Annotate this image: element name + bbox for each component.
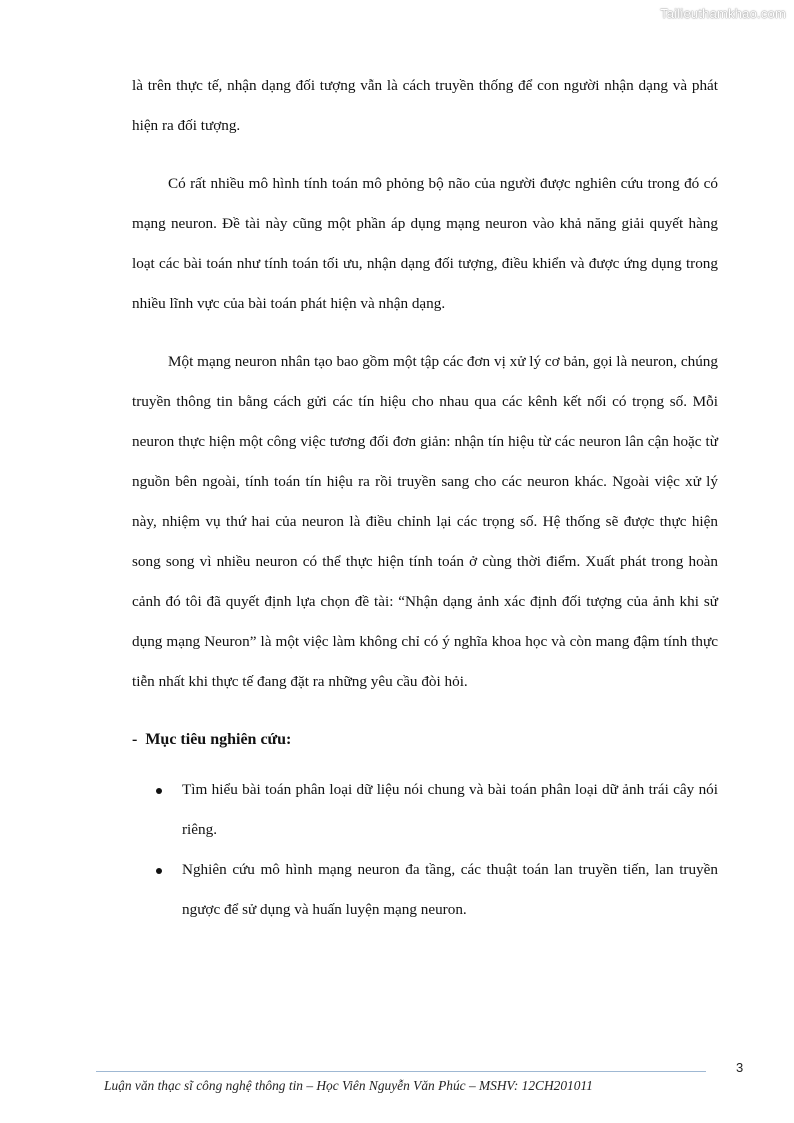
list-item: [132, 850, 718, 930]
footer-text: Luận văn thạc sĩ công nghệ thông tin – Học Viên Nguyễn Văn Phúc – MSHV: 12CH201011: [104, 1078, 593, 1093]
list-item: [132, 770, 718, 850]
list-item-text: Nghiên cứu mô hình mạng neuron đa tầng, các thuật toán lan truyền tiến, lan truyền ngược để sử dụng và huấn luyện mạng neuron.: [182, 861, 718, 918]
paragraph-2: Có rất nhiều mô hình tính toán mô phỏng bộ não của người được nghiên cứu trong đó có mạng neuron. Đề tài này cũng một phần áp dụng mạng neuron vào khả năng giải quyết hàng loạt các bài toán như tính toán tối ưu, nhận dạng đối tượng, điều khiển và được ứng dụng trong nhiều lĩnh vực của bài toán phát hiện và nhận dạng.: [132, 175, 718, 312]
paragraph-1: là trên thực tế, nhận dạng đối tượng vẫn là cách truyền thống để con người nhận dạng và phát hiện ra đối tượng.: [132, 77, 718, 134]
page-number: 3: [736, 1060, 744, 1075]
paragraph-3: Một mạng neuron nhân tạo bao gồm một tập các đơn vị xử lý cơ bản, gọi là neuron, chúng truyền thông tin bằng cách gửi các tín hiệu cho nhau qua các kênh kết nối có trọng số. Mỗi neuron thực hiện một công việc tương đối đơn giản: nhận tín hiệu từ các neuron lân cận hoặc từ nguồn bên ngoài, tính toán tín hiệu ra rồi truyền sang cho các neuron khác. Ngoài việc xử lý này, nhiệm vụ thứ hai của neuron là điều chỉnh lại các trọng số. Hệ thống sẽ được thực hiện song song vì nhiều neuron có thể thực hiện tính toán ở cùng thời điểm. Xuất phát trong hoàn cảnh đó tôi đã quyết định lựa chọn đề tài: “Nhận dạng ảnh xác định đối tượng của ảnh khi sử dụng mạng Neuron” là một việc làm không chỉ có ý nghĩa khoa học và còn mang đậm tính thực tiễn nhất khi thực tế đang đặt ra những yêu cầu đòi hỏi.: [132, 353, 718, 690]
watermark: Tailieuthamkhao.com: [660, 6, 786, 21]
heading-dash: -: [132, 731, 138, 748]
footer-divider: [96, 1071, 706, 1072]
section-heading: [132, 720, 718, 760]
list-item-text: Tìm hiểu bài toán phân loại dữ liệu nói chung và bài toán phân loại dữ ảnh trái cây nói riêng.: [182, 781, 718, 838]
page-body: [132, 66, 718, 930]
heading-title: Mục tiêu nghiên cứu:: [145, 731, 292, 748]
bullet-icon: [156, 788, 162, 794]
bullet-icon: [156, 868, 162, 874]
objectives-list: [132, 770, 718, 930]
